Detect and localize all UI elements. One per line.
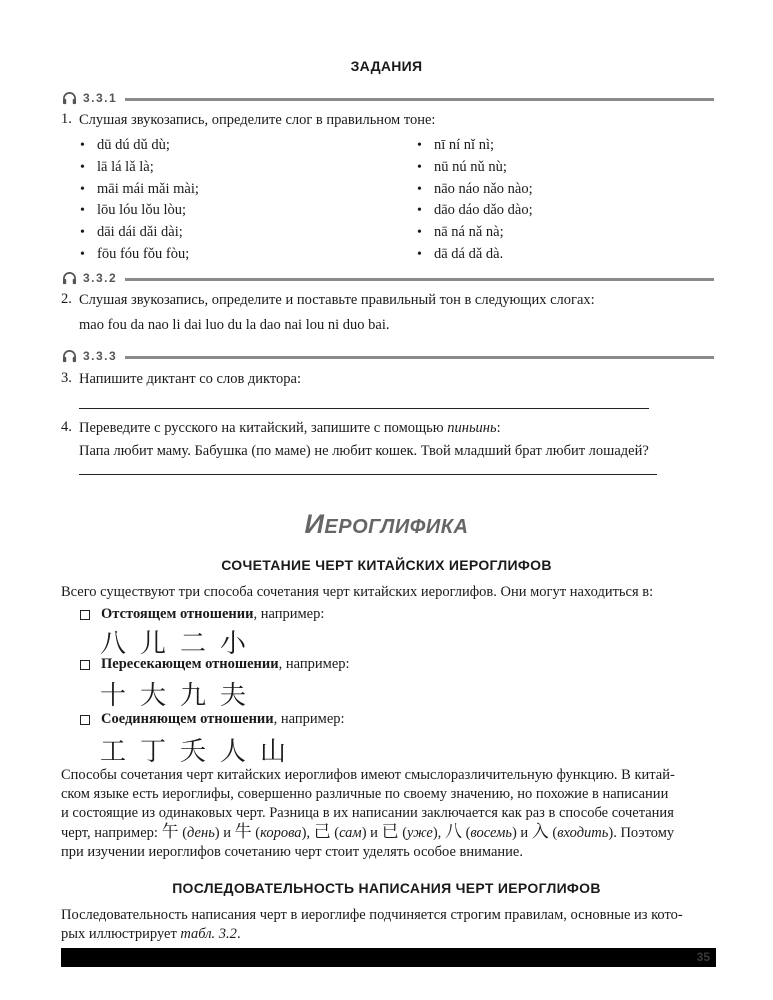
list-item: • lōu lóu lǒu lòu; (80, 200, 199, 222)
list-item: • māi mái mǎi mài; (80, 179, 199, 201)
relation-item: Отстоящем отношении , например: (80, 606, 324, 623)
stroke-order-text: рых иллюстрирует табл. 3.2. (61, 926, 241, 942)
relation-item: Пересекающем отношении , например: (80, 656, 350, 673)
headphones-icon[interactable] (62, 91, 77, 105)
tasks-heading: ЗАДАНИЯ (350, 58, 423, 74)
list-item: • dū dú dǔ dù; (80, 135, 199, 157)
combination-heading: СОЧЕТАНИЕ ЧЕРТ КИТАЙСКИХ ИЕРОГЛИФОВ (221, 557, 552, 573)
hanzi-examples: 八 儿 二 小 (100, 629, 247, 659)
stroke-order-heading: ПОСЛЕДОВАТЕЛЬНОСТЬ НАПИСАНИЯ ЧЕРТ ИЕРОГЛИФОВ (172, 880, 601, 896)
list-item: • nāo náo nǎo nào; (417, 179, 533, 201)
exercise-number: 3.3.1 (83, 91, 118, 105)
headphones-icon[interactable] (62, 349, 77, 363)
list-item: • dā dá dǎ dà. (417, 244, 533, 266)
exercise-number: 3.3.2 (83, 271, 118, 285)
exercise-header-3-3-2 (62, 269, 714, 287)
task-text: Переведите с русского на китайский, запишите с помощью пиньинь: (79, 420, 501, 436)
exercise-rule (125, 98, 714, 101)
page-number: 35 (696, 950, 710, 964)
list-item: • fōu fóu fǒu fòu; (80, 244, 199, 266)
hanzi-examples: 工 丁 夭 人 山 (100, 737, 287, 767)
task-number: 4. (61, 419, 72, 435)
headphones-icon[interactable] (62, 271, 77, 285)
task-number: 2. (61, 291, 72, 307)
checkbox-square-icon (80, 660, 90, 670)
hanzi-examples: 十 大 九 夫 (100, 681, 247, 711)
exercise-header-3-3-1 (62, 89, 714, 107)
tone-list-left (80, 135, 199, 266)
exercise-rule (125, 356, 714, 359)
checkbox-square-icon (80, 715, 90, 725)
list-item: • dāi dái dǎi dài; (80, 222, 199, 244)
footer-bar (61, 948, 716, 967)
list-item: • nā ná nǎ nà; (417, 222, 533, 244)
section-title: ИЕРОГЛИФИКА (304, 509, 469, 539)
task-text: Слушая звукозапись, определите и поставьте правильный тон в следующих слогах: (79, 292, 595, 308)
relation-item: Соединяющем отношении , например: (80, 711, 345, 728)
combination-intro: Всего существуют три способа сочетания черт китайских иероглифов. Они могут находиться в: (61, 584, 654, 600)
checkbox-square-icon (80, 610, 90, 620)
exercise-header-3-3-3 (62, 347, 714, 365)
answer-line[interactable] (79, 474, 657, 475)
task-text: Слушая звукозапись, определите слог в правильном тоне: (79, 112, 436, 128)
list-item: • nī ní nǐ nì; (417, 135, 533, 157)
list-item: • lā lá lǎ là; (80, 157, 199, 179)
tone-list-right (417, 135, 533, 266)
syllables-line: mao fou da nao li dai luo du la dao nai lou ni duo bai. (79, 317, 390, 333)
explanation-paragraph: Способы сочетания черт китайских иероглифов имеют смыслоразличительную функцию. В китай- ском языке есть иероглифы, совершенно различные по своему значению, но похожие в написании и состоящие из одинаковых черт. Разница в их написании заключается как раз в способе сочетания черт, например: 午 (день) и 牛 (корова), 己 (сам) и 已 (уже), 八 (восемь) и 入 (входить). Поэтому при изучении иероглифов сочетанию черт стоит уделять особое внимание. (61, 767, 675, 860)
translation-sentence: Папа любит маму. Бабушка (по маме) не любит кошек. Твой младший брат любит лошадей? (79, 443, 649, 459)
task-number: 3. (61, 370, 72, 386)
task-text: Напишите диктант со слов диктора: (79, 371, 302, 387)
task-number: 1. (61, 111, 72, 127)
list-item: • nū nú nǔ nù; (417, 157, 533, 179)
list-item: • dāo dáo dǎo dào; (417, 200, 533, 222)
exercise-number: 3.3.3 (83, 349, 118, 363)
answer-line[interactable] (79, 408, 649, 409)
stroke-order-text: Последовательность написания черт в иероглифе подчиняется строгим правилам, основные из кото- (61, 907, 683, 923)
exercise-rule (125, 278, 714, 281)
